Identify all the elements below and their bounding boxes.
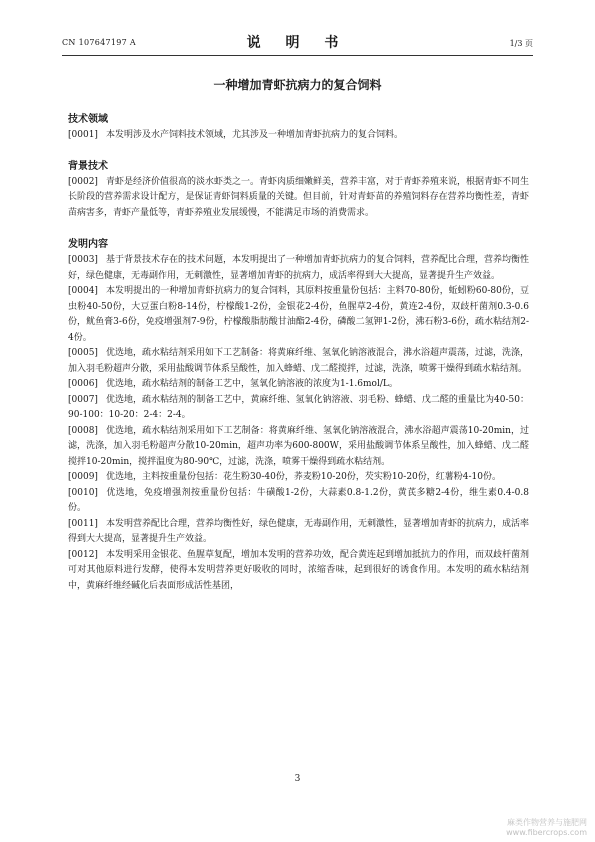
paragraph-0009 bbox=[68, 470, 529, 486]
paragraph-number: [0007] bbox=[68, 394, 98, 405]
paragraph-number: [0001] bbox=[68, 130, 98, 140]
paragraph-text: 本发明涉及水产饲料技术领域，尤其涉及一种增加青虾抗病力的复合饲料。 bbox=[105, 130, 403, 140]
paragraph-number: [0005] bbox=[68, 348, 98, 358]
paragraph-0003 bbox=[68, 253, 529, 284]
section-heading-tech-field: 技术领域 bbox=[68, 114, 108, 125]
page-number: 3 bbox=[294, 774, 301, 784]
section-heading-background: 背景技术 bbox=[68, 160, 108, 172]
paragraph-0002 bbox=[68, 175, 529, 222]
paragraph-text: 优选地，疏水粘结剂采用如下工艺制备：将黄麻纤维、氢氧化钠溶液混合，沸水浴超声震荡，过滤，洗涤，加入羽毛粉超声分散，采用盐酸调节体系呈酸性，加入蜂蜡、戊二醛搅拌，过滤，洗涤，喷雾干燥得到疏水粘结剂。 bbox=[68, 348, 529, 374]
header-divider bbox=[62, 55, 533, 56]
patent-number: CN 107647197 A bbox=[62, 38, 136, 47]
paragraph-0004 bbox=[68, 284, 529, 346]
paragraph-text: 本发明营养配比合理，营养均衡性好，绿色健康，无毒副作用，无刺激性，显著增加青虾的抗病力，成活率得到大大提高，显著提升生产效益。 bbox=[68, 518, 529, 544]
paragraph-text: 基于背景技术存在的技术问题，本发明提出了一种增加青虾抗病力的复合饲料，营养配比合理，营养均衡性好，绿色健康，无毒副作用，无刺激性，显著增加青虾的抗病力，成活率得到大大提高，显著提升生产效益。 bbox=[68, 255, 529, 281]
section-heading-invention: 发明内容 bbox=[68, 239, 108, 250]
paragraph-text: 优选地，疏水粘结剂的制备工艺中，黄麻纤维、氢氧化钠溶液、羽毛粉、蜂蜡、戊二醛的重量比为40-50：90-100：10-20：2-4：2-4。 bbox=[68, 394, 529, 420]
page-header bbox=[62, 30, 533, 52]
paragraph-number: [0009] bbox=[68, 472, 98, 482]
paragraph-0008 bbox=[68, 424, 529, 471]
paragraph-text: 本发明提出的一种增加青虾抗病力的复合饲料，其原料按重量份包括：主料70-80份，蚯蚓粉60-80份，豆虫粉40-50份，大豆蛋白粉8-14份，柠檬酸1-2份，金银花2-4份，鱼腥草2-4份，黄连2-4份，双歧杆菌剂0.3-0.6份，鱿鱼膏3-6份，免疫增强剂7-9份，柠檬酸脂肪酸甘油酯2-4份，磷酸二氢钾1-2份，沸石粉3-6份，疏水粘结剂2-4份。 bbox=[68, 286, 529, 343]
document-type: 说 明 书 bbox=[246, 35, 349, 51]
paragraph-number: [0006] bbox=[68, 379, 98, 389]
watermark-url: www.fibercrops.com bbox=[506, 828, 587, 837]
paragraph-text: 优选地，免疫增强剂按重量份包括：牛磺酸1-2份，大蒜素0.8-1.2份，黄芪多糖2-4份，维生素0.4-0.8份。 bbox=[68, 487, 529, 513]
paragraph-0006 bbox=[68, 377, 529, 393]
paragraph-text: 优选地，疏水粘结剂的制备工艺中，氢氧化钠溶液的浓度为1-1.6mol/L。 bbox=[105, 379, 398, 389]
paragraph-0010 bbox=[68, 486, 529, 517]
paragraph-number: [0012] bbox=[68, 549, 98, 560]
paragraph-number: [0002] bbox=[68, 176, 98, 187]
paragraph-number: [0008] bbox=[68, 425, 98, 436]
paragraph-text: 本发明采用金银花、鱼腥草复配，增加本发明的营养功效，配合黄连起到增加抵抗力的作用，而双歧杆菌剂可对其他原料进行发酵，使得本发明营养更好吸收的同时，浓缩香味，起到很好的诱食作用。本发明的疏水粘结剂中，黄麻纤维经碱化后表面形成活性基团， bbox=[68, 549, 529, 591]
document-title: 一种增加青虾抗病力的复合饲料 bbox=[213, 78, 382, 92]
watermark-site-name: 麻类作物营养与施肥网 bbox=[507, 818, 587, 827]
page-info: 1/3 页 bbox=[509, 39, 533, 48]
paragraph-0011 bbox=[68, 517, 529, 548]
paragraph-number: [0011] bbox=[68, 518, 98, 529]
paragraph-0007 bbox=[68, 393, 529, 424]
site-watermark bbox=[506, 818, 587, 838]
paragraph-text: 优选地，疏水粘结剂采用如下工艺制备：将黄麻纤维、氢氧化钠溶液混合，沸水浴超声震荡10-20min，过滤，洗涤，加入羽毛粉超声分散10-20min，超声功率为600-800W，采用盐酸调节体系呈酸性，加入蜂蜡、戊二醛搅拌10-20min，搅拌温度为80-90℃，过滤，洗涤，喷雾干燥得到疏水粘结剂。 bbox=[68, 425, 529, 467]
paragraph-0005 bbox=[68, 346, 529, 377]
paragraph-text: 青虾是经济价值很高的淡水虾类之一。青虾肉质细嫩鲜美，营养丰富，对于青虾养殖来说，根据青虾不同生长阶段的营养需求设计配方，是保证青虾饲料质量的关键。但目前，针对青虾苗的养殖饲料存在营养均衡性差，青虾苗病害多，青虾产量低等，青虾养殖业发展缓慢，不能满足市场的消费需求。 bbox=[68, 176, 529, 218]
paragraph-number: [0004] bbox=[68, 286, 98, 296]
paragraph-0001 bbox=[68, 128, 529, 144]
paragraph-text: 优选地，主料按重量份包括：花生粉30-40份，荞麦粉10-20份，芡实粉10-20份，红薯粉4-10份。 bbox=[105, 472, 501, 482]
document-body bbox=[68, 110, 529, 594]
paragraph-number: [0010] bbox=[68, 487, 98, 498]
paragraph-number: [0003] bbox=[68, 255, 98, 265]
paragraph-0012 bbox=[68, 548, 529, 595]
